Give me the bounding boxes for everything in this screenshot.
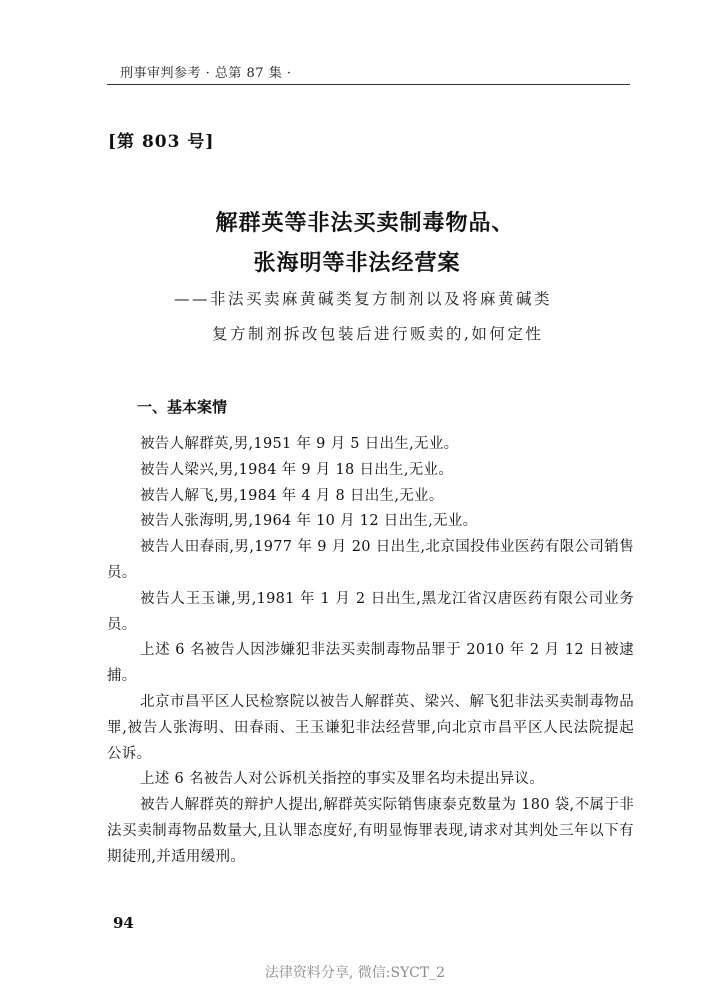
body-text: [107, 432, 634, 871]
paragraph: 被告人解群英的辩护人提出,解群英实际销售康泰克数量为 180 袋,不属于非法买卖制毒物品数量大,且认罪态度好,有明显悔罪表现,请求对其判处三年以下有期徒刑,并适用缓刑。: [107, 797, 634, 865]
paragraph: 被告人张海明,男,1964 年 10 月 12 日出生,无业。: [140, 513, 478, 530]
paragraph: 被告人解群英,男,1951 年 9 月 5 日出生,无业。: [140, 436, 459, 452]
paragraph: 被告人梁兴,男,1984 年 9 月 18 日出生,无业。: [140, 461, 454, 478]
paragraph: 被告人王玉谦,男,1981 年 1 月 2 日出生,黑龙江省汉唐医药有限公司业务员。: [107, 590, 634, 633]
paragraph: 上述 6 名被告人对公诉机关指控的事实及罪名均未提出异议。: [140, 771, 545, 788]
header-rule: [107, 84, 630, 85]
page-number: 94: [113, 914, 134, 932]
section-heading: 一、基本案情: [137, 398, 228, 416]
title-line-2: 张海明等非法经营案: [253, 250, 461, 276]
watermark: 法律资料分享, 微信:SYCT_2: [264, 965, 446, 981]
subtitle-line-1: ——非法买卖麻黄碱类复方制剂以及将麻黄碱类: [174, 290, 553, 308]
paragraph: 被告人田春雨,男,1977 年 9 月 20 日出生,北京国投伟业医药有限公司销售员。: [107, 539, 634, 581]
case-number: [第 803 号]: [108, 132, 215, 152]
paragraph: 被告人解飞,男,1984 年 4 月 8 日出生,无业。: [140, 487, 444, 504]
paragraph: 上述 6 名被告人因涉嫌犯非法买卖制毒物品罪于 2010 年 2 月 12 日被逮捕。: [107, 642, 634, 685]
subtitle-line-2: 复方制剂拆改包装后进行贩卖的,如何定性: [212, 325, 544, 343]
running-head: 刑事审判参考 · 总第 87 集 ·: [120, 66, 292, 81]
title-line-1: 解群英等非法买卖制毒物品、: [215, 210, 515, 236]
paragraph: 北京市昌平区人民检察院以被告人解群英、梁兴、解飞犯非法买卖制毒物品罪,被告人张海明、田春雨、王玉谦犯非法经营罪,向北京市昌平区人民法院提起公诉。: [107, 693, 634, 762]
